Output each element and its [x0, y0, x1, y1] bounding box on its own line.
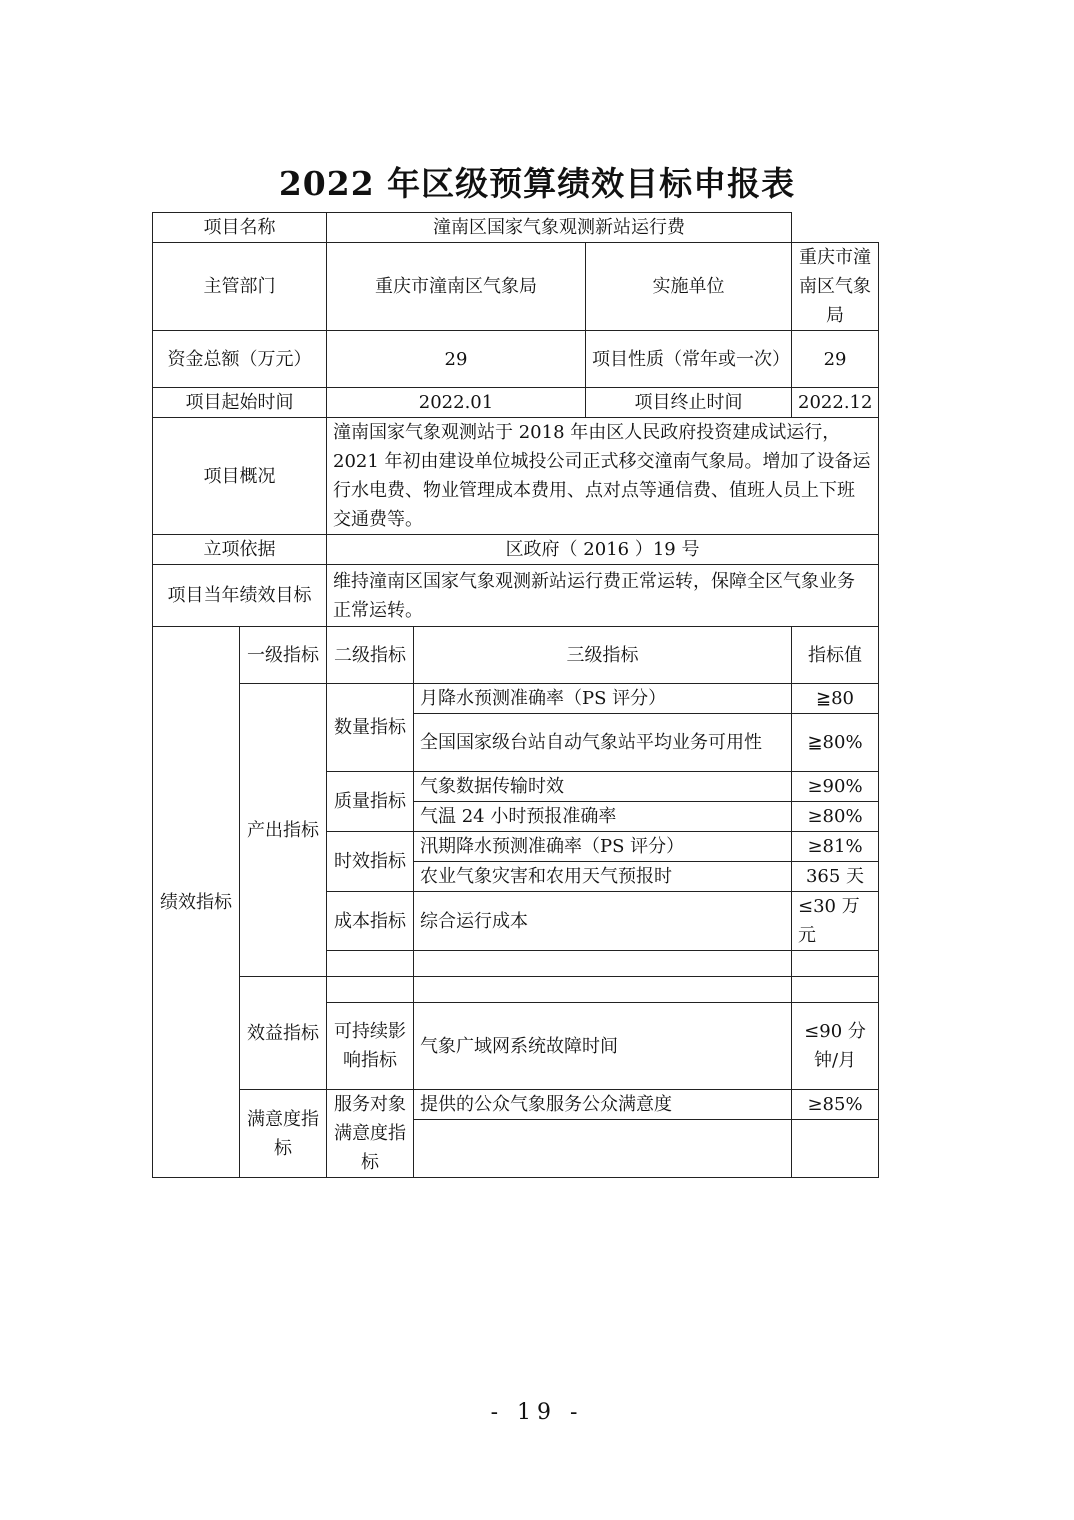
table-row — [153, 1090, 879, 1120]
dept-label: 主管部门 — [153, 243, 327, 331]
goal-value: 维持潼南区国家气象观测新站运行费正常运转，保障全区气象业务正常运转。 — [327, 565, 879, 627]
indicator-name: 农业气象灾害和农用天气预报时 — [414, 862, 792, 892]
sustain-label: 可持续影响指标 — [327, 1003, 414, 1090]
indicator-value: ≤90 分钟/月 — [792, 1003, 879, 1090]
indicator-value: ≥81% — [792, 832, 879, 862]
empty-cell — [792, 951, 879, 977]
overview-label: 项目概况 — [153, 418, 327, 535]
indicator-name: 月降水预测准确率（PS 评分） — [414, 684, 792, 714]
quantity-label: 数量指标 — [327, 684, 414, 772]
empty-cell — [327, 977, 414, 1003]
indicator-name: 气温 24 小时预报准确率 — [414, 802, 792, 832]
fund-label: 资金总额（万元） — [153, 331, 327, 388]
quality-label: 质量指标 — [327, 772, 414, 832]
empty-cell — [792, 1120, 879, 1178]
cost-label: 成本指标 — [327, 892, 414, 951]
table-row — [153, 388, 879, 418]
empty-cell — [414, 977, 792, 1003]
indicator-name: 全国国家级台站自动气象站平均业务可用性 — [414, 714, 792, 772]
header-l1: 一级指标 — [240, 627, 327, 684]
end-value: 2022.12 — [792, 388, 879, 418]
indicator-name: 综合运行成本 — [414, 892, 792, 951]
dept-value: 重庆市潼南区气象局 — [327, 243, 586, 331]
project-name-label: 项目名称 — [153, 213, 327, 243]
nature-label: 项目性质（常年或一次） — [586, 331, 792, 388]
table-row — [153, 565, 879, 627]
perf-label: 绩效指标 — [153, 627, 240, 1178]
indicator-value: ≥80% — [792, 802, 879, 832]
indicator-name: 气象广域网系统故障时间 — [414, 1003, 792, 1090]
table-row — [153, 684, 879, 714]
satisfaction-label: 满意度指标 — [240, 1090, 327, 1178]
output-label: 产出指标 — [240, 684, 327, 977]
overview-value: 潼南国家气象观测站于 2018 年由区人民政府投资建成试运行，2021 年初由建设单位城投公司正式移交潼南气象局。增加了设备运行水电费、物业管理成本费用、点对点等通信费、值班人员上下班交通费等。 — [327, 418, 879, 535]
indicator-value: ≧80 — [792, 684, 879, 714]
indicator-value: ≥90% — [792, 772, 879, 802]
header-value: 指标值 — [792, 627, 879, 684]
indicator-value: ≤30 万元 — [792, 892, 879, 951]
empty-cell — [414, 951, 792, 977]
table-row — [153, 243, 879, 331]
impl-label: 实施单位 — [586, 243, 792, 331]
impl-value: 重庆市潼南区气象局 — [792, 243, 879, 331]
header-l2: 二级指标 — [327, 627, 414, 684]
nature-value: 29 — [792, 331, 879, 388]
start-label: 项目起始时间 — [153, 388, 327, 418]
table-row — [153, 213, 879, 243]
table-row — [153, 331, 879, 388]
goal-label: 项目当年绩效目标 — [153, 565, 327, 627]
page-title: 2022 年区级预算绩效目标申报表 — [278, 164, 796, 203]
fund-value: 29 — [327, 331, 586, 388]
service-label: 服务对象满意度指标 — [327, 1090, 414, 1178]
empty-cell — [327, 951, 414, 977]
table-row — [153, 977, 879, 1003]
basis-value: 区政府（ 2016 ）19 号 — [327, 535, 879, 565]
basis-label: 立项依据 — [153, 535, 327, 565]
timeliness-label: 时效指标 — [327, 832, 414, 892]
indicator-name: 提供的公众气象服务公众满意度 — [414, 1090, 792, 1120]
indicator-value: ≧80% — [792, 714, 879, 772]
table-row — [153, 535, 879, 565]
start-value: 2022.01 — [327, 388, 586, 418]
indicator-value: 365 天 — [792, 862, 879, 892]
table-row — [153, 627, 879, 684]
end-label: 项目终止时间 — [586, 388, 792, 418]
page-number: - 19 - — [490, 1400, 584, 1425]
empty-cell — [414, 1120, 792, 1178]
indicator-value: ≥85% — [792, 1090, 879, 1120]
header-l3: 三级指标 — [414, 627, 792, 684]
benefit-label: 效益指标 — [240, 977, 327, 1090]
indicator-name: 汛期降水预测准确率（PS 评分） — [414, 832, 792, 862]
table-row — [153, 418, 879, 535]
project-name-value: 潼南区国家气象观测新站运行费 — [327, 213, 792, 243]
indicator-name: 气象数据传输时效 — [414, 772, 792, 802]
empty-cell — [792, 977, 879, 1003]
budget-performance-table — [152, 212, 879, 1178]
